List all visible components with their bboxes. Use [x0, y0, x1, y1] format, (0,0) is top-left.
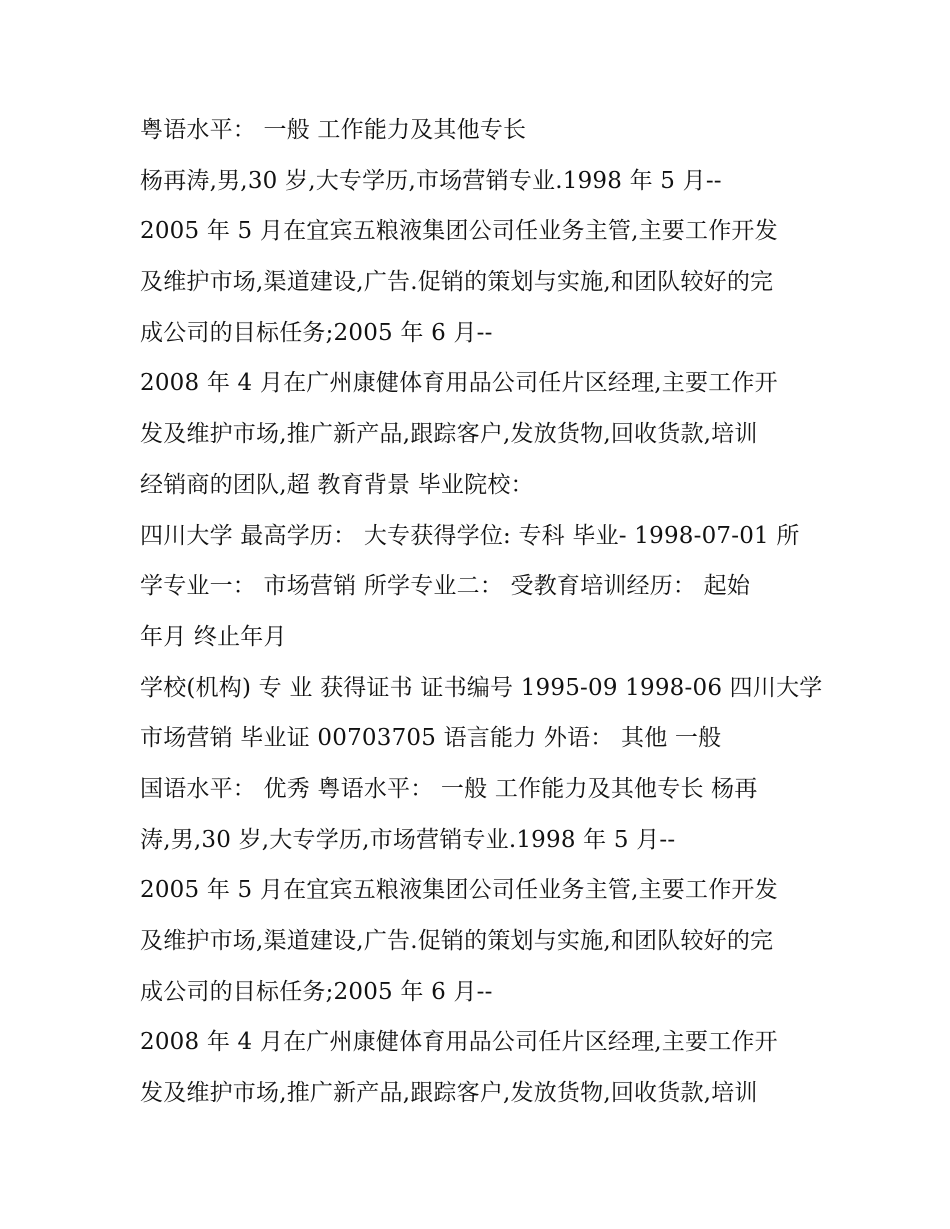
text-line: 杨再涛,男,30 岁,大专学历,市场营销专业.1998 年 5 月--	[140, 167, 722, 194]
text-line: 涛,男,30 岁,大专学历,市场营销专业.1998 年 5 月--	[140, 826, 676, 853]
text-line: 四川大学 最高学历： 大专获得学位: 专科 毕业- 1998-07-01 所	[140, 522, 800, 549]
text-line: 年月 终止年月	[140, 623, 287, 650]
text-line: 及维护市场,渠道建设,广告.促销的策划与实施,和团队较好的完	[140, 269, 774, 296]
text-line: 2005 年 5 月在宜宾五粮液集团公司任业务主管,主要工作开发	[140, 218, 778, 245]
text-line: 国语水平： 优秀 粤语水平： 一般 工作能力及其他专长 杨再	[140, 775, 758, 802]
text-line: 发及维护市场,推广新产品,跟踪客户,发放货物,回收货款,培训	[140, 421, 758, 448]
text-line: 学校(机构) 专 业 获得证书 证书编号 1995-09 1998-06 四川大学	[140, 674, 823, 701]
text-line: 粤语水平： 一般 工作能力及其他专长	[140, 117, 527, 143]
text-line: 2008 年 4 月在广州康健体育用品公司任片区经理,主要工作开	[140, 370, 778, 397]
text-line: 学专业一： 市场营销 所学专业二： 受教育培训经历： 起始	[140, 573, 751, 600]
text-line: 及维护市场,渠道建设,广告.促销的策划与实施,和团队较好的完	[140, 928, 774, 954]
text-line: 2005 年 5 月在宜宾五粮液集团公司任业务主管,主要工作开发	[140, 877, 778, 904]
text-line: 2008 年 4 月在广州康健体育用品公司任片区经理,主要工作开	[140, 1029, 778, 1056]
text-line: 发及维护市场,推广新产品,跟踪客户,发放货物,回收货款,培训	[140, 1080, 758, 1107]
text-line: 经销商的团队,超 教育背景 毕业院校：	[140, 471, 534, 498]
text-line: 成公司的目标任务;2005 年 6 月--	[140, 978, 493, 1005]
document-body	[140, 105, 823, 1119]
text-line: 市场营销 毕业证 00703705 语言能力 外语： 其他 一般	[140, 725, 722, 752]
text-line: 成公司的目标任务;2005 年 6 月--	[140, 319, 493, 346]
